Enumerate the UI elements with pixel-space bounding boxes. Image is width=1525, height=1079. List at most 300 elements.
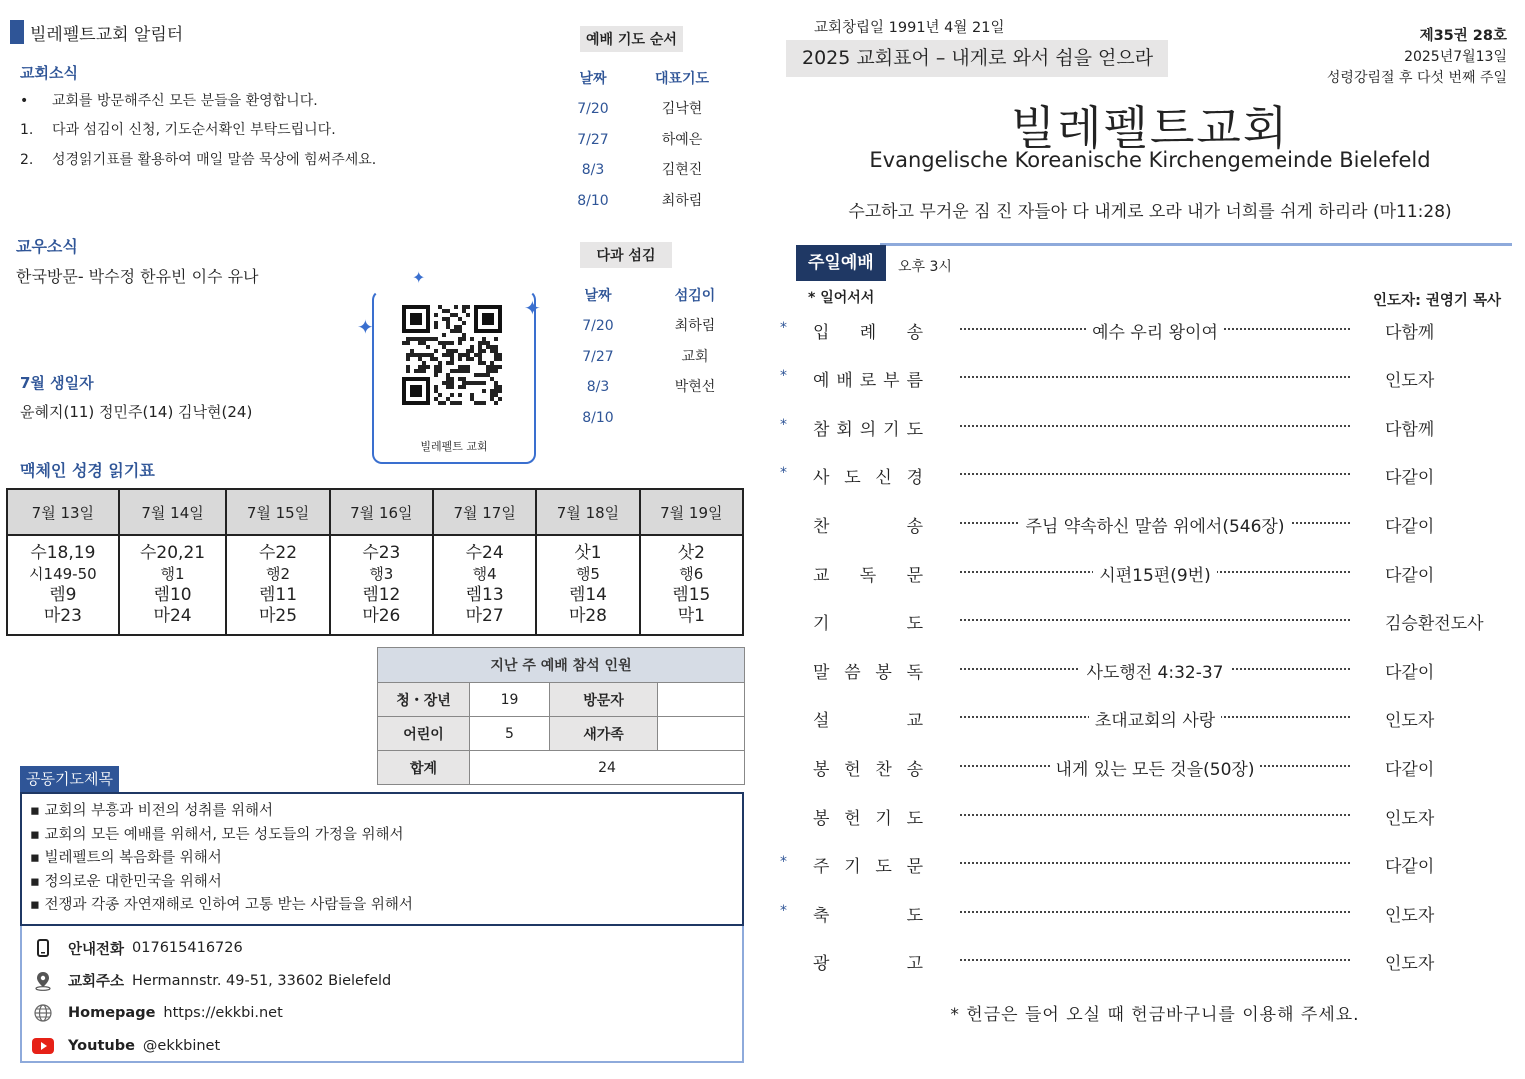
qr-module	[490, 365, 494, 369]
globe-icon	[32, 1002, 54, 1024]
worship-item-leader: 인도자	[1385, 906, 1435, 926]
bible-table-header-row	[7, 489, 743, 535]
qr-module	[438, 401, 442, 405]
issue-volume: 제35권 28호	[1419, 28, 1507, 44]
bible-reading-table	[6, 488, 744, 636]
worship-item	[780, 318, 1520, 348]
name-char: 교	[906, 711, 923, 731]
qr-module	[422, 337, 426, 341]
qr-module	[458, 353, 462, 357]
qr-module	[458, 365, 462, 369]
qr-module	[462, 369, 466, 373]
member-news-text: 한국방문- 박수정 한유빈 이수 유나	[16, 267, 259, 286]
qr-module	[486, 373, 490, 377]
church-news-title: 교회소식	[20, 64, 78, 82]
youtube-row	[32, 1030, 732, 1063]
qr-module	[494, 345, 498, 349]
qr-module	[458, 357, 462, 361]
qr-module	[418, 357, 422, 361]
qr-module	[434, 321, 438, 325]
name-char: 름	[906, 371, 923, 391]
worship-item-leader: 김승환전도사	[1385, 614, 1484, 634]
qr-module	[410, 349, 414, 353]
name-char: 씀	[844, 663, 861, 683]
name-char: 도	[906, 614, 923, 634]
qr-module	[478, 353, 482, 357]
qr-module	[486, 369, 490, 373]
qr-module	[442, 353, 446, 357]
bible-day-readings	[330, 535, 433, 635]
name-char: 헌	[844, 809, 861, 829]
service-divider	[880, 243, 1512, 246]
name-char: 광	[813, 954, 830, 974]
worship-item-name	[813, 463, 923, 488]
bible-reading-line: 행6	[679, 565, 704, 583]
dotted-leader	[960, 862, 1350, 864]
qr-module	[434, 337, 438, 341]
worship-item-name	[813, 706, 923, 731]
name-char: 참	[813, 420, 830, 440]
qr-module	[422, 353, 426, 357]
name-char: 헌	[844, 760, 861, 780]
member-news-title: 교우소식	[16, 237, 78, 256]
schedule-date: 8/3	[586, 379, 610, 395]
worship-item	[780, 804, 1520, 834]
worship-item	[780, 901, 1520, 931]
qr-module	[434, 365, 438, 369]
newfamily-label: 새가족	[550, 717, 658, 751]
qr-module	[454, 305, 458, 309]
refreshment-title: 다과 섬김	[580, 242, 672, 268]
qr-module	[454, 329, 458, 333]
bible-reading-line: 렘9	[49, 585, 77, 605]
qr-module	[434, 389, 438, 393]
worship-item-content	[960, 318, 1350, 343]
bible-reading-line: 렘11	[259, 585, 298, 605]
worship-item	[780, 415, 1520, 445]
qr-module	[458, 329, 462, 333]
worship-item-name	[813, 901, 923, 926]
refreshment-person-col	[655, 281, 735, 433]
qr-module	[478, 341, 482, 345]
established-date: 교회창립일 1991년 4월 21일	[814, 20, 1005, 36]
qr-module	[466, 313, 470, 317]
qr-module	[458, 317, 462, 321]
qr-module	[458, 401, 462, 405]
bible-day-readings	[7, 535, 119, 635]
service-leader: 인도자: 권영기 목사	[1373, 293, 1501, 309]
name-char: 주	[813, 857, 830, 877]
qr-module	[482, 337, 486, 341]
schedule-date: 7/27	[582, 348, 614, 365]
worship-item-name	[813, 658, 923, 683]
qr-module	[438, 369, 442, 373]
worship-item	[780, 609, 1520, 639]
qr-module	[446, 349, 450, 353]
dotted-leader	[960, 425, 1350, 427]
qr-module	[462, 385, 466, 389]
qr-module	[462, 309, 466, 313]
schedule-date: 7/20	[582, 318, 614, 334]
qr-module	[454, 313, 458, 317]
qr-module	[494, 393, 498, 397]
qr-module	[474, 353, 478, 357]
dotted-leader	[960, 473, 1350, 475]
bible-reading-title: 맥체인 성경 읽기표	[20, 461, 155, 480]
phone-number[interactable]: 017615416726	[132, 940, 243, 957]
worship-item-leader: 다함께	[1385, 323, 1435, 343]
qr-module	[426, 337, 430, 341]
qr-code-image[interactable]	[402, 305, 502, 405]
notice-text: 다과 섬김이 신청, 기도순서확인 부탁드립니다.	[52, 122, 336, 138]
bible-reading-line: 행4	[472, 565, 497, 583]
qr-module	[498, 385, 502, 389]
qr-module	[454, 401, 458, 405]
bible-reading-line: 행1	[160, 565, 185, 583]
bible-day-header: 7월 18일	[536, 489, 639, 535]
notice-text: 성경읽기표를 활용하여 매일 말씀 묵상에 힘써주세요.	[52, 152, 377, 168]
worship-item-content	[960, 512, 1350, 537]
prayer-item: ▪ 교회의 부흥과 비전의 성취를 위해서	[30, 800, 734, 824]
notice-item	[20, 90, 318, 110]
qr-module	[490, 397, 494, 401]
qr-module	[466, 305, 470, 309]
qr-module	[474, 381, 478, 385]
schedule-date: 7/20	[577, 101, 609, 117]
left-header-title: 빌레펠트교회 알림터	[30, 24, 184, 45]
worship-item-content	[960, 658, 1350, 683]
qr-module	[406, 353, 410, 357]
name-char: 축	[813, 906, 830, 926]
qr-module	[414, 353, 418, 357]
qr-module	[486, 365, 490, 369]
name-char: 찬	[813, 517, 830, 537]
qr-module	[442, 317, 446, 321]
schedule-person	[655, 403, 735, 434]
qr-module	[446, 397, 450, 401]
qr-module	[450, 385, 454, 389]
name-char: 독	[859, 566, 877, 586]
qr-module	[478, 345, 482, 349]
qr-module	[446, 361, 450, 365]
qr-module	[458, 385, 462, 389]
qr-module	[490, 393, 494, 397]
qr-module	[430, 337, 434, 341]
name-char: 도	[906, 809, 923, 829]
worship-item-name	[813, 512, 923, 537]
qr-module	[410, 385, 422, 397]
bible-reading-line: 렘10	[153, 585, 192, 605]
notice-marker: 1.	[20, 122, 34, 138]
name-char: 봉	[813, 760, 830, 780]
qr-module	[418, 341, 422, 345]
required-stand-marker: *	[780, 854, 787, 870]
worship-content-text: 내게 있는 모든 것을(50장)	[1050, 760, 1261, 780]
bible-reading-line: 행3	[369, 565, 394, 583]
worship-item-name	[813, 415, 923, 440]
worship-content-text: 예수 우리 왕이여	[1086, 323, 1224, 343]
qr-module	[450, 361, 454, 365]
worship-item	[780, 463, 1520, 493]
worship-item-content	[960, 706, 1350, 731]
bible-day-readings	[226, 535, 329, 635]
qr-module	[482, 373, 486, 377]
qr-module	[462, 381, 466, 385]
dotted-leader	[960, 376, 1350, 378]
common-prayer-title: 공동기도제목	[20, 766, 119, 792]
issue-date: 2025년7월13일	[1404, 49, 1507, 65]
qr-module	[482, 401, 486, 405]
qr-module	[498, 397, 502, 401]
required-stand-marker: *	[780, 465, 787, 481]
qr-module	[466, 357, 470, 361]
liturgical-season: 성령강림절 후 다섯 번째 주일	[1326, 70, 1507, 86]
name-char: 례	[859, 323, 877, 343]
qr-module	[450, 401, 454, 405]
worship-item-content	[960, 561, 1350, 586]
qr-module	[462, 377, 466, 381]
child-value: 5	[470, 717, 550, 751]
qr-module	[450, 353, 454, 357]
notice-item	[20, 149, 376, 169]
header-bar	[10, 20, 24, 44]
bible-day-readings	[640, 535, 743, 635]
qr-module	[494, 337, 498, 341]
bible-reading-line: 삿2	[677, 543, 705, 563]
qr-module	[422, 369, 426, 373]
contact-box	[20, 926, 744, 1063]
address-label: 교회주소	[68, 974, 125, 991]
qr-module	[498, 389, 502, 393]
qr-module	[482, 313, 494, 325]
qr-module	[438, 365, 442, 369]
name-char: 로	[859, 371, 877, 391]
qr-module	[466, 353, 470, 357]
worship-item-leader: 다함께	[1385, 420, 1435, 440]
name-char: 문	[906, 857, 923, 877]
qr-module	[494, 365, 498, 369]
qr-module	[410, 313, 422, 325]
qr-module	[490, 361, 494, 365]
qr-module	[442, 401, 446, 405]
schedule-person: 김낙현	[661, 101, 703, 117]
address-text: Hermannstr. 49-51, 33602 Bielefeld	[132, 972, 392, 989]
qr-module	[434, 397, 438, 401]
bible-reading-line: 막1	[677, 606, 705, 626]
youtube-label: Youtube	[68, 1037, 135, 1054]
service-title: 주일예배	[796, 245, 886, 281]
qr-module	[446, 353, 450, 357]
qr-module	[458, 369, 462, 373]
qr-module	[462, 305, 466, 309]
schedule-date: 8/10	[582, 409, 614, 426]
qr-module	[470, 349, 474, 353]
qr-module	[410, 337, 414, 341]
qr-label: 빌레펠트 교회	[420, 440, 488, 453]
schedule-date: 8/3	[581, 162, 605, 178]
prayer-order-title: 예배 기도 순서	[580, 26, 683, 52]
required-stand-marker: *	[780, 417, 787, 433]
bible-reading-line: 마27	[465, 606, 504, 626]
worship-item-name	[813, 755, 923, 780]
notice-text: 교회를 방문해주신 모든 분들을 환영합니다.	[52, 93, 318, 109]
qr-module	[498, 353, 502, 357]
qr-module	[434, 357, 438, 361]
bible-day-header: 7월 15일	[226, 489, 329, 535]
stand-note: * 일어서서	[808, 290, 875, 306]
name-char: 도	[906, 420, 923, 440]
birthday-text: 윤혜지(11) 정민주(14) 김낙현(24)	[20, 403, 253, 421]
bible-reading-line: 수24	[465, 543, 504, 563]
worship-item	[780, 852, 1520, 882]
church-name-german: Evangelische Koreanische Kirchengemeinde Bielefeld	[869, 148, 1431, 172]
worship-item-name	[813, 852, 923, 877]
bible-reading-line: 수20,21	[140, 543, 206, 563]
qr-module	[438, 305, 442, 309]
bible-reading-line: 마24	[153, 606, 192, 626]
qr-module	[478, 373, 482, 377]
qr-module	[494, 389, 498, 393]
qr-module	[462, 353, 466, 357]
qr-module	[494, 349, 498, 353]
refreshment-person-header: 섬김이	[674, 288, 716, 304]
qr-module	[450, 313, 454, 317]
qr-module	[458, 325, 462, 329]
qr-module	[442, 341, 446, 345]
name-char: 배	[836, 371, 853, 391]
qr-module	[474, 373, 478, 377]
qr-module	[442, 309, 446, 313]
name-char: 사	[813, 468, 830, 488]
worship-item-name	[813, 366, 923, 391]
bible-day-header: 7월 16일	[330, 489, 433, 535]
church-name: 빌레펠트교회	[1010, 101, 1290, 155]
qr-module	[486, 345, 490, 349]
location-pin-icon	[32, 970, 54, 992]
qr-module	[446, 321, 450, 325]
youtube-handle[interactable]: @ekkbinet	[142, 1037, 221, 1054]
qr-module	[470, 397, 474, 401]
qr-module	[450, 393, 454, 397]
name-char: 찬	[875, 760, 892, 780]
total-label: 합계	[378, 751, 470, 785]
adult-value: 19	[470, 683, 550, 717]
qr-module	[450, 377, 454, 381]
qr-module	[490, 377, 494, 381]
theme-verse: 수고하고 무거운 짐 진 자들아 다 내게로 오라 내가 너희를 쉬게 하리라 (마11:28)	[848, 202, 1452, 222]
qr-module	[474, 401, 478, 405]
name-char: 도	[844, 468, 861, 488]
sparkle-icon: ✦	[357, 315, 374, 339]
bible-reading-line: 렘14	[568, 585, 607, 605]
attendance-table	[377, 647, 745, 785]
qr-module	[450, 381, 454, 385]
name-char: 기	[813, 614, 830, 634]
worship-item-name	[813, 804, 923, 829]
qr-module	[494, 357, 498, 361]
address-row	[32, 965, 732, 998]
worship-content-text: 시편15편(9번)	[1093, 566, 1216, 586]
qr-module	[414, 369, 418, 373]
visitor-label: 방문자	[550, 683, 658, 717]
worship-item-leader: 다같이	[1385, 566, 1435, 586]
qr-module	[490, 345, 494, 349]
service-time: 오후 3시	[898, 259, 952, 275]
prayer-order-date-col	[563, 64, 623, 216]
qr-module	[494, 401, 498, 405]
schedule-person: 박현선	[674, 379, 716, 395]
qr-module	[422, 361, 426, 365]
name-char: 부	[883, 371, 900, 391]
bible-day-readings	[433, 535, 536, 635]
name-char: 경	[906, 468, 923, 488]
qr-module	[454, 325, 458, 329]
bible-reading-line: 마23	[43, 606, 82, 626]
qr-module	[478, 349, 482, 353]
adult-label: 청・장년	[378, 683, 470, 717]
qr-module	[466, 365, 470, 369]
qr-module	[438, 393, 442, 397]
qr-module	[410, 353, 414, 357]
worship-item-content	[960, 755, 1350, 780]
qr-module	[406, 365, 410, 369]
qr-module	[438, 341, 442, 345]
phone-label: 안내전화	[68, 941, 125, 958]
qr-module	[466, 349, 470, 353]
qr-module	[434, 385, 438, 389]
qr-module	[446, 317, 450, 321]
qr-module	[446, 309, 450, 313]
name-char: 독	[906, 663, 923, 683]
worship-item-leader: 다같이	[1385, 517, 1435, 537]
worship-item	[780, 512, 1520, 542]
qr-module	[454, 369, 458, 373]
qr-module	[446, 385, 450, 389]
name-char: 입	[813, 323, 830, 343]
bible-day-header: 7월 14일	[119, 489, 227, 535]
worship-item-name	[813, 949, 923, 974]
qr-module	[406, 337, 410, 341]
notice-item	[20, 119, 336, 139]
worship-item-leader: 다같이	[1385, 468, 1435, 488]
qr-module	[482, 381, 486, 385]
qr-module	[434, 325, 438, 329]
birthday-title: 7월 생일자	[20, 374, 94, 392]
refreshment-date-header: 날짜	[584, 288, 612, 304]
worship-item	[780, 706, 1520, 736]
name-char: 의	[859, 420, 877, 440]
name-char: 고	[906, 954, 923, 974]
dotted-leader	[960, 959, 1350, 961]
schedule-person: 교회	[681, 348, 709, 365]
bible-reading-line: 마28	[568, 606, 607, 626]
bible-day-header: 7월 17일	[433, 489, 536, 535]
homepage-link[interactable]: https://ekkbi.net	[163, 1005, 283, 1022]
bible-reading-line: 삿1	[574, 543, 602, 563]
sparkle-icon: ✦	[412, 268, 426, 287]
qr-module	[470, 345, 474, 349]
qr-module	[458, 337, 462, 341]
qr-module	[430, 353, 434, 357]
qr-module	[482, 349, 486, 353]
newfamily-value	[658, 717, 745, 751]
qr-module	[478, 357, 482, 361]
qr-module	[418, 353, 422, 357]
homepage-row	[32, 997, 732, 1030]
qr-module	[490, 369, 494, 373]
sparkle-icon: ✦	[524, 296, 541, 320]
worship-item-leader: 인도자	[1385, 711, 1435, 731]
